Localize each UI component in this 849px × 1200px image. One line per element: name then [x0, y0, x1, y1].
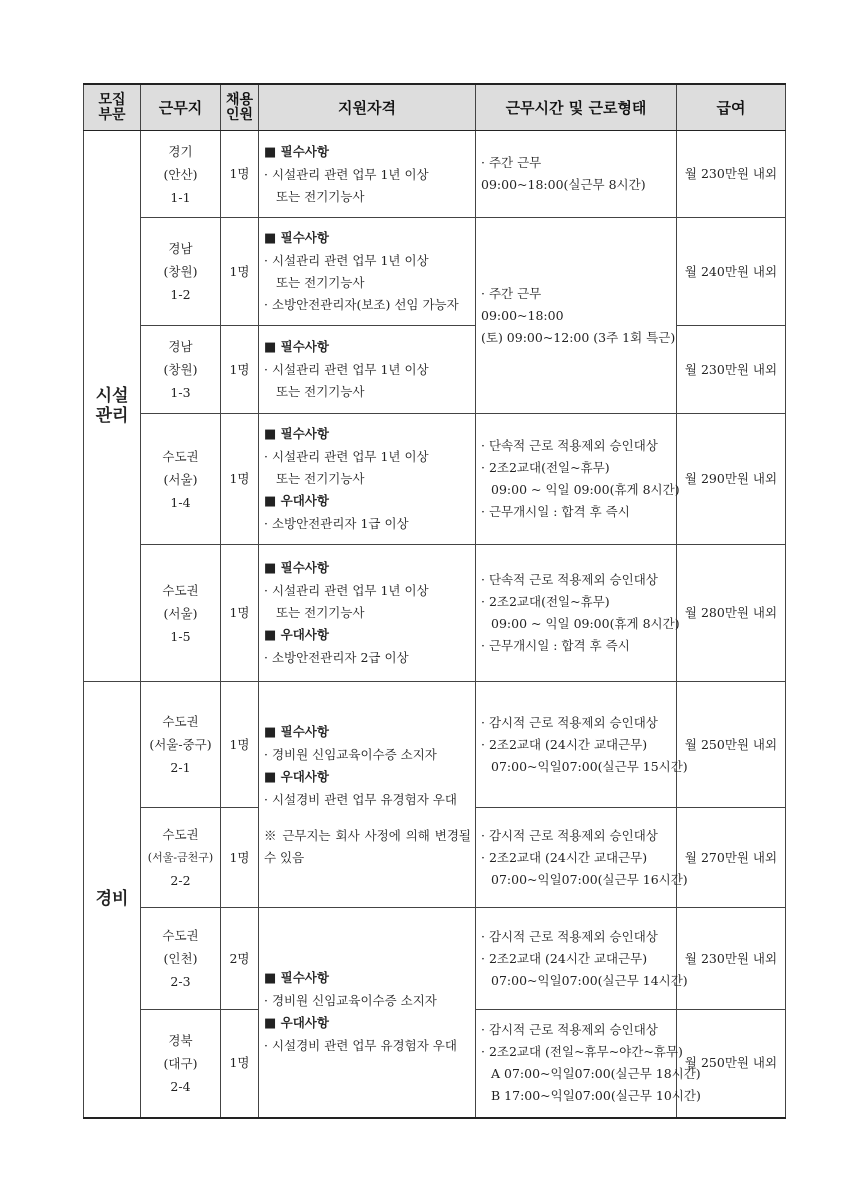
hours-cell: · 단속적 근로 적용제외 승인대상 · 2조2교대(전일~휴무) 09:00 ~ 익일 09:00(휴게 8시간) · 근무개시일 : 합격 후 즉시: [476, 414, 677, 545]
header-count: 채용 인원: [221, 84, 259, 131]
qualification-cell: ■ 필수사항 · 경비원 신임교육이수증 소지자 ■ 우대사항 · 시설경비 관련 업무 유경험자 우대: [259, 908, 476, 1118]
hours-cell: · 주간 근무 09:00~18:00 (토) 09:00~12:00 (3주 1회 특근): [476, 218, 677, 414]
header-location: 근무지: [141, 84, 221, 131]
qualification-cell: ■ 필수사항 · 시설관리 관련 업무 1년 이상 또는 전기기능사: [259, 131, 476, 218]
count-cell: 1명: [221, 131, 259, 218]
pay-cell: 월 270만원 내외: [677, 808, 786, 908]
count-cell: 1명: [221, 414, 259, 545]
preferred-heading: ■ 우대사항: [264, 768, 329, 785]
location-cell: 수도권 (서울-중구) 2-1: [141, 682, 221, 808]
pay-cell: 월 290만원 내외: [677, 414, 786, 545]
required-heading: ■ 필수사항: [264, 723, 329, 740]
qualification-cell: ■ 필수사항 · 시설관리 관련 업무 1년 이상 또는 전기기능사 · 소방안전관리자(보조) 선임 가능자: [259, 218, 476, 326]
qualification-cell: ■ 필수사항 · 시설관리 관련 업무 1년 이상 또는 전기기능사: [259, 326, 476, 414]
hours-cell: · 감시적 근로 적용제외 승인대상 · 2조2교대 (24시간 교대근무) 07:00~익일07:00(실근무 14시간): [476, 908, 677, 1010]
preferred-heading: ■ 우대사항: [264, 1015, 329, 1032]
required-heading: ■ 필수사항: [264, 339, 329, 355]
location-cell: 경북 (대구) 2-4: [141, 1010, 221, 1118]
qualification-cell: ■ 필수사항 · 시설관리 관련 업무 1년 이상 또는 전기기능사 ■ 우대사항 · 소방안전관리자 1급 이상: [259, 414, 476, 545]
pay-cell: 월 230만원 내외: [677, 908, 786, 1010]
count-cell: 1명: [221, 545, 259, 682]
hours-cell: · 감시적 근로 적용제외 승인대상 · 2조2교대 (전일~휴무~야간~휴무) A 07:00~익일07:00(실근무 18시간) B 17:00~익일07:00(실근무 10시간): [476, 1010, 677, 1118]
qualification-cell: ■ 필수사항 · 시설관리 관련 업무 1년 이상 또는 전기기능사 ■ 우대사항 · 소방안전관리자 2급 이상: [259, 545, 476, 682]
hours-cell: · 주간 근무 09:00~18:00(실근무 8시간): [476, 131, 677, 218]
header-division: 모집 부문: [84, 84, 141, 131]
count-cell: 1명: [221, 808, 259, 908]
location-cell: 수도권 (서울-금천구) 2-2: [141, 808, 221, 908]
header-hours: 근무시간 및 근로형태: [476, 84, 677, 131]
pay-cell: 월 250만원 내외: [677, 682, 786, 808]
preferred-heading: ■ 우대사항: [264, 493, 329, 509]
location-cell: 수도권 (인천) 2-3: [141, 908, 221, 1010]
location-cell: 수도권 (서울) 1-5: [141, 545, 221, 682]
header-pay: 급여: [677, 84, 786, 131]
pay-cell: 월 230만원 내외: [677, 131, 786, 218]
table-row: [84, 218, 786, 326]
division-facility: 시설 관리: [84, 131, 141, 682]
job-postings-table: [83, 83, 786, 1119]
location-cell: 수도권 (서울) 1-4: [141, 414, 221, 545]
table-row: [84, 908, 786, 1010]
required-heading: ■ 필수사항: [264, 560, 329, 576]
location-cell: 경남 (창원) 1-3: [141, 326, 221, 414]
required-heading: ■ 필수사항: [264, 970, 329, 987]
pay-cell: 월 280만원 내외: [677, 545, 786, 682]
pay-cell: 월 250만원 내외: [677, 1010, 786, 1118]
hours-cell: · 감시적 근로 적용제외 승인대상 · 2조2교대 (24시간 교대근무) 07:00~익일07:00(실근무 16시간): [476, 808, 677, 908]
count-cell: 1명: [221, 682, 259, 808]
count-cell: 1명: [221, 218, 259, 326]
table-row: [84, 326, 786, 414]
division-security: 경비: [84, 682, 141, 1118]
pay-cell: 월 230만원 내외: [677, 326, 786, 414]
count-cell: 2명: [221, 908, 259, 1010]
required-heading: ■ 필수사항: [264, 143, 329, 160]
pay-cell: 월 240만원 내외: [677, 218, 786, 326]
location-change-note: ※ 근무지는 회사 사정에 의해 변경될 수 있음: [264, 827, 471, 865]
hours-cell: · 단속적 근로 적용제외 승인대상 · 2조2교대(전일~휴무) 09:00 ~ 익일 09:00(휴게 8시간) · 근무개시일 : 합격 후 즉시: [476, 545, 677, 682]
hours-cell: · 감시적 근로 적용제외 승인대상 · 2조2교대 (24시간 교대근무) 07:00~익일07:00(실근무 15시간): [476, 682, 677, 808]
header-row: [84, 84, 786, 131]
preferred-heading: ■ 우대사항: [264, 627, 329, 643]
location-cell: 경기 (안산) 1-1: [141, 131, 221, 218]
table-row: [84, 414, 786, 545]
table-row: [84, 545, 786, 682]
required-heading: ■ 필수사항: [264, 426, 329, 442]
header-qualification: 지원자격: [259, 84, 476, 131]
table-row: [84, 682, 786, 808]
required-heading: ■ 필수사항: [264, 230, 329, 246]
count-cell: 1명: [221, 1010, 259, 1118]
count-cell: 1명: [221, 326, 259, 414]
location-cell: 경남 (창원) 1-2: [141, 218, 221, 326]
table-row: [84, 131, 786, 218]
qualification-cell: ■ 필수사항 · 경비원 신임교육이수증 소지자 ■ 우대사항 · 시설경비 관련 업무 유경험자 우대 ※ 근무지는 회사 사정에 의해 변경될 수 있음: [259, 682, 476, 908]
